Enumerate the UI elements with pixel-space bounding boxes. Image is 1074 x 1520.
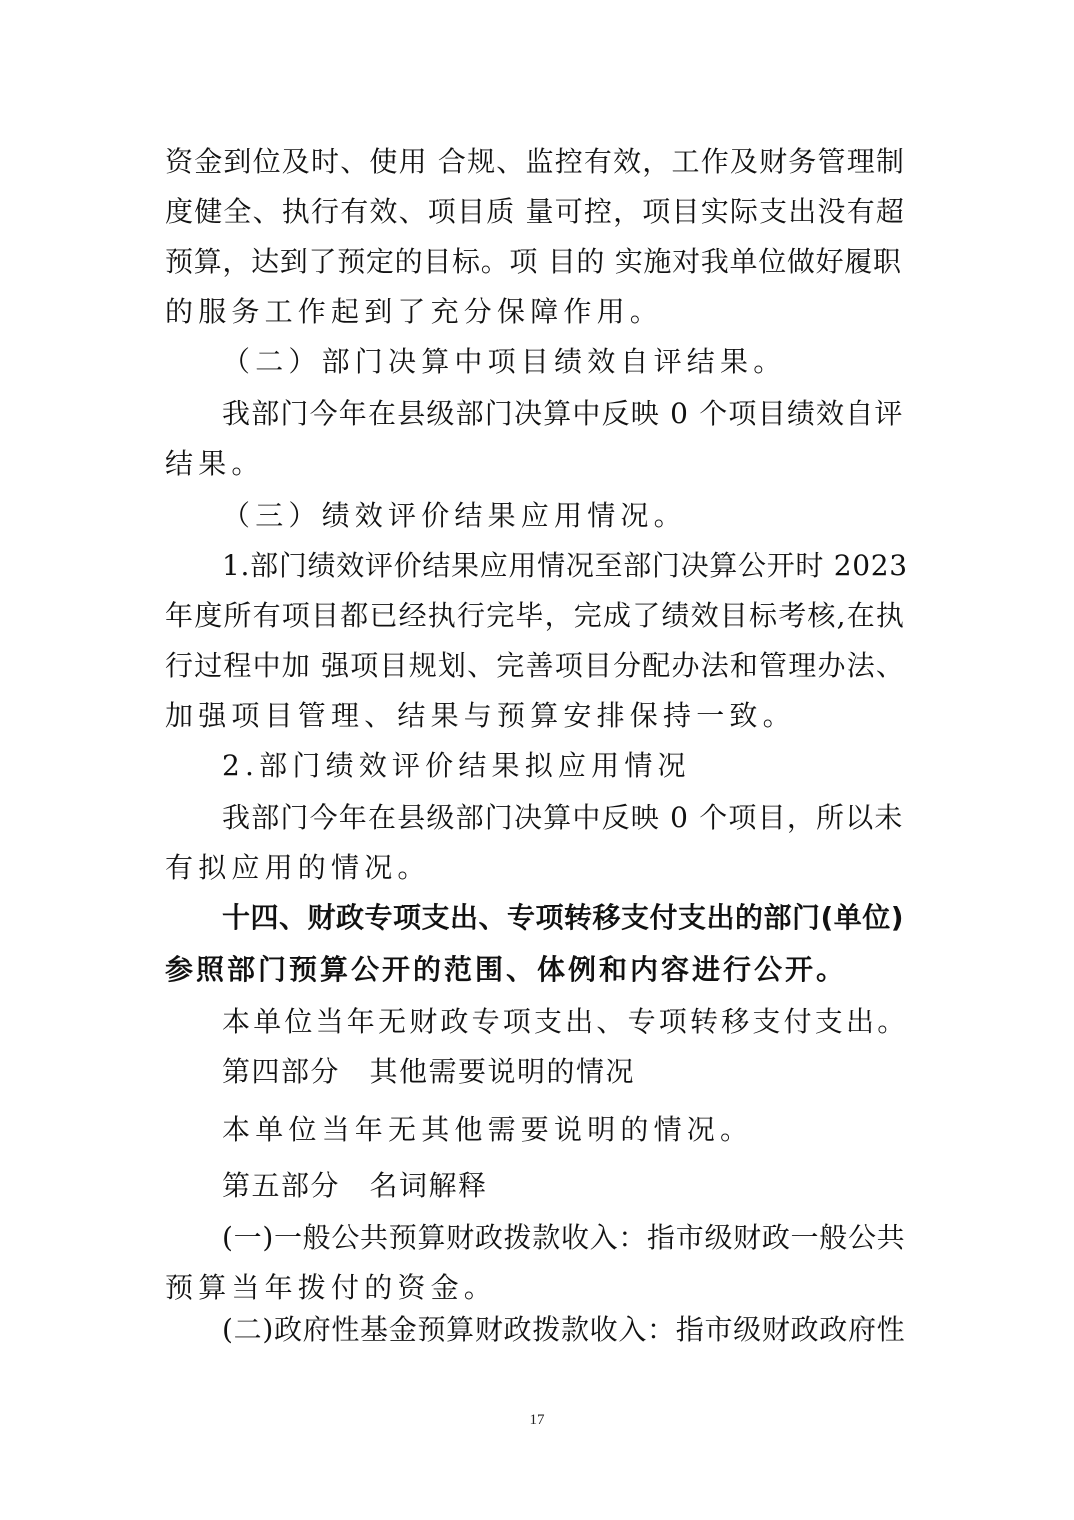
body-text-line: 行过程中加 强项目规划、完善项目分配办法和管理办法、 xyxy=(165,649,906,682)
body-text-line: 有拟应用的情况。 xyxy=(165,851,431,884)
page-number: 17 xyxy=(529,1412,545,1428)
bold-heading-line: 参照部门预算公开的范围、体例和内容进行公开。 xyxy=(165,953,848,986)
part-heading-four: 第四部分 其他需要说明的情况 xyxy=(222,1055,636,1088)
bold-heading-line: 十四、财政专项支出、专项转移支付支出的部门(单位) xyxy=(222,901,905,934)
body-text-line: 预算，达到了预定的目标。项 目的 实施对我单位做好履职 xyxy=(165,245,902,278)
definition-item: (二)政府性基金预算财政拨款收入：指市级财政政府性 xyxy=(222,1313,906,1346)
body-text-line: 的服务工作起到了充分保障作用。 xyxy=(165,295,664,328)
body-text-line: 我部门今年在县级部门决算中反映 0 个项目，所以未 xyxy=(222,801,904,834)
numbered-item: 2.部门绩效评价结果拟应用情况 xyxy=(222,749,691,782)
body-text-line: 1.部门绩效评价结果应用情况至部门决算公开时 2023 xyxy=(222,549,908,582)
body-text-line: 结果。 xyxy=(165,447,265,480)
body-text-line: 本单位当年无其他需要说明的情况。 xyxy=(222,1113,754,1146)
body-text-line: 本单位当年无财政专项支出、专项转移支付支出。 xyxy=(222,1005,909,1038)
body-text-line: 我部门今年在县级部门决算中反映 0 个项目绩效自评 xyxy=(222,397,904,430)
body-text-line: 度健全、执行有效、项目质 量可控，项目实际支出没有超 xyxy=(165,195,906,228)
body-text-line: 资金到位及时、使用 合规、监控有效，工作及财务管理制 xyxy=(165,145,906,178)
body-text-line: 年度所有项目都已经执行完毕，完成了绩效目标考核,在执 xyxy=(165,599,906,632)
body-text-line: 加强项目管理、结果与预算安排保持一致。 xyxy=(165,699,796,732)
body-text-line: 预算当年拨付的资金。 xyxy=(165,1271,498,1304)
part-heading-five: 第五部分 名词解释 xyxy=(222,1169,488,1202)
section-heading-3: （三）绩效评价结果应用情况。 xyxy=(222,499,687,532)
section-heading-2: （二）部门决算中项目绩效自评结果。 xyxy=(222,345,787,378)
definition-item: (一)一般公共预算财政拨款收入：指市级财政一般公共 xyxy=(222,1221,906,1254)
